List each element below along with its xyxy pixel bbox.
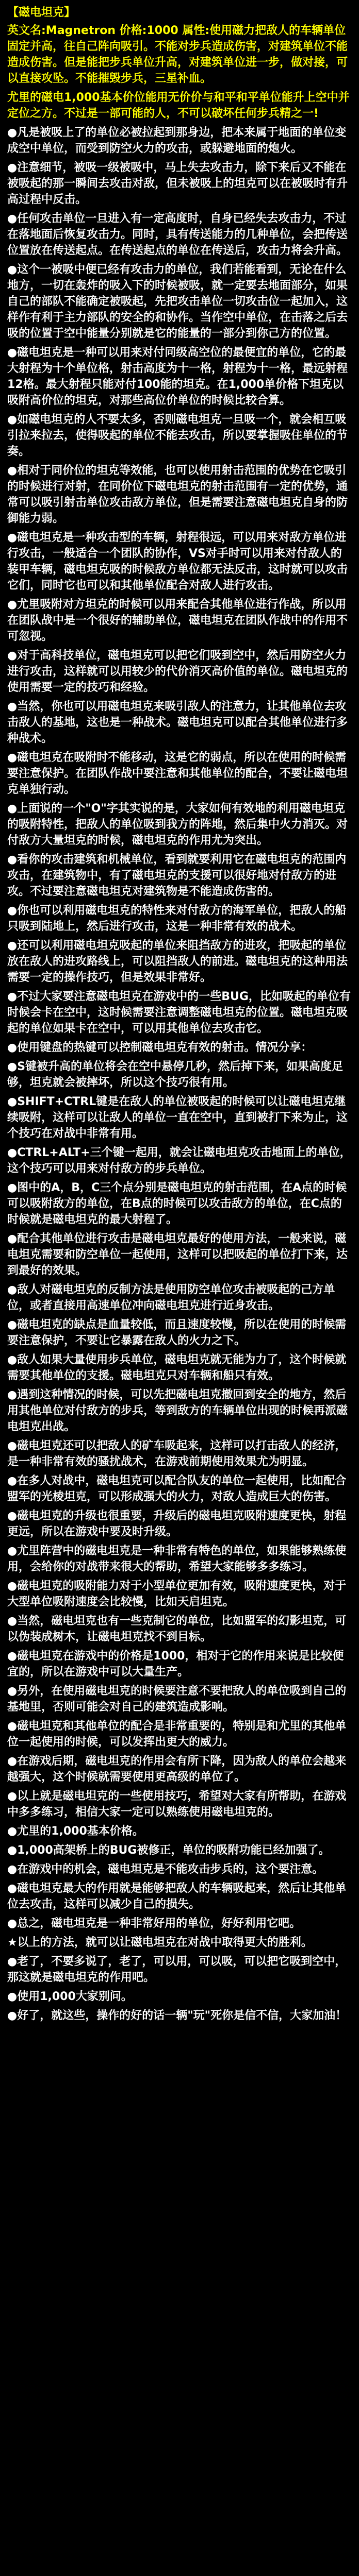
body-paragraph: ●磁电坦克的升级也很重要，升级后的磁电坦克吸附速度更快，射程更远，所以在游戏中要及时升级。 — [7, 1510, 347, 1538]
body-paragraph: ●磁电坦克是一种可以用来对付同级高空位的最便宜的单位，它的最大射程为十个单位格，射击高度为十一格，射程为十一格，最远射程12格。最大射程只能对付100能的坦克。在1,000单价格下坦克以吸附高价位的坦克，对那些高位价单位的时候比较合算。 — [7, 346, 348, 407]
body-paragraph: ●老了，不要多说了，老了，可以用，可以吸，可以把它吸到空中，那这就是磁电坦克的作用吧。 — [7, 1955, 347, 1984]
body-paragraph: ●遇到这种情况的时候，可以先把磁电坦克撤回到安全的地方，然后用其他单位对付敌方的步兵，等到敌方的车辆单位出现的时候再派磁电坦克出战。 — [7, 1388, 348, 1433]
body-paragraph: ●以上就是磁电坦克的一些使用技巧，希望对大家有所帮助，在游戏中多多练习，相信大家一定可以熟练使用磁电坦克的。 — [7, 1790, 347, 1819]
body-paragraph: ★以上的方法，就可以让磁电坦克在对战中取得更大的胜利。 — [7, 1936, 313, 1949]
body-paragraph: ●任何攻击单位一旦进入有一定高度时，自身已经失去攻击力，不过在落地面后恢复攻击力。同时，具有传送能力的几种单位，会把传送位置放在传送起点。在传送起点的单位在传送后，攻击力将会升高。 — [7, 212, 348, 257]
body-paragraph: ●磁电坦克的吸附能力对于小型单位更加有效，吸附速度更快，对于大型单位吸附速度会比较慢，比如天启坦克。 — [7, 1580, 347, 1608]
body-paragraph: ●磁电坦克还可以把敌人的矿车吸起来，这样可以打击敌人的经济，是一种非常有效的骚扰战术，在游戏前期使用效果尤为明显。 — [7, 1439, 347, 1468]
body-paragraph: ●图中的A，B，C三个点分别是磁电坦克的射击范围，在A点的时候可以吸附敌方的单位，在B点的时候可以攻击敌方的单位，在C点的时候就是磁电坦克的最大射程了。 — [7, 1181, 347, 1226]
body-paragraph: ●对于高科技单位，磁电坦克可以把它们吸到空中，然后用防空火力进行攻击，这样就可以用较少的代价消灭高价值的单位。磁电坦克的使用需要一定的技巧和经验。 — [7, 649, 348, 694]
body-paragraph: ●还可以利用磁电坦克吸起的单位来阻挡敌方的进攻，把吸起的单位放在敌人的进攻路线上，可以阻挡敌人的前进。磁电坦克的这种用法需要一定的操作技巧，但是效果非常好。 — [7, 939, 348, 984]
intro-section — [7, 23, 352, 122]
body-paragraph: ●如磁电坦克的人不要太多，否则磁电坦克一旦吸一个，就会相互吸引拉来拉去，使得吸起的单位不能去攻击，所以要掌握吸住单位的节奏。 — [7, 413, 348, 458]
body-paragraph: ●相对于同价位的坦克等效能，也可以使用射击范围的优势在它吸引的时候进行对射，在同价位下磁电坦克的射击范围有一定的优势，通常可以吸引射击单位攻击敌方单位，但是需要注意磁电坦克自身的防御能力弱。 — [7, 464, 348, 525]
body-paragraph: ●使用键盘的热键可以控制磁电坦克有效的射击。情况分享： — [7, 1041, 313, 1054]
body-paragraph: ●当然，你也可以用磁电坦克来吸引敌人的注意力，让其他单位去攻击敌人的基地，这也是一种战术。磁电坦克可以配合其他单位进行多种战术。 — [7, 700, 348, 745]
body-paragraph: ●这个一被吸中便已经有攻击力的单位，我们若能看到，无论在什么地方，一切在轰炸的吸入下的时候被吸，就一定要去地面部分，如果自己的部队不能确定被吸起，先把攻击单位一切攻击位一起加入，这样作有利于主力部队的安全的和协作。当作空中单位，在击落之后去吸的位置于空中能量分别就是它的能量的一部分到你己方的位置。 — [7, 263, 348, 340]
body-paragraph: ●在游戏后期，磁电坦克的作用会有所下降，因为敌人的单位会越来越强大，这个时候就需要使用更高级的单位了。 — [7, 1755, 347, 1784]
body-paragraph: ●另外，在使用磁电坦克的时候要注意不要把敌人的单位吸到自己的基地里，否则可能会对自己的建筑造成影响。 — [7, 1685, 347, 1714]
body-paragraph: ●配合其他单位进行攻击是磁电坦克最好的使用方法，一般来说，磁电坦克需要和防空单位一起使用，这样可以把吸起的单位打下来，达到最好的效果。 — [7, 1232, 348, 1277]
document-title: 【磁电坦克】 — [7, 6, 76, 19]
body-paragraph: ●看你的攻击建筑和机械单位，看到就要利用它在磁电坦克的范围内攻击，在建筑物中，有了磁电坦克的支援可以很好地对付敌方的进攻。不过要注意磁电坦克对建筑物是不能造成伤害的。 — [7, 853, 347, 898]
body-paragraph: ●S键被升高的单位将会在空中悬停几秒，然后掉下来，如果高度足够，坦克就会被摔坏，所以这个技巧很有用。 — [7, 1060, 344, 1089]
body-paragraph: ●磁电坦克最大的作用就是能够把敌人的车辆吸起来，然后让其他单位去攻击，这样可以减少自己的损失。 — [7, 1882, 347, 1911]
body-paragraph: ●尤里吸附对方坦克的时候可以用来配合其他单位进行作战，所以用在团队战中是一个很好的辅助单位，磁电坦克在团队作战中的作用不可忽视。 — [7, 598, 348, 643]
body-paragraph: ●1,000高架桥上的BUG被修正，单位的吸附功能已经加强了。 — [7, 1844, 330, 1857]
body-paragraph: ●在多人对战中，磁电坦克可以配合队友的单位一起使用，比如配合盟军的光棱坦克，可以形成强大的火力，对敌人造成巨大的伤害。 — [7, 1475, 347, 1503]
body-paragraph: ●总之，磁电坦克是一种非常好用的单位，好好利用它吧。 — [7, 1917, 301, 1930]
body-paragraph: ●你也可以利用磁电坦克的特性来对付敌方的海军单位，把敌人的船只吸到陆地上，然后进行攻击，这是一种非常有效的战术。 — [7, 904, 347, 933]
body-paragraph: ●SHIFT+CTRL键是在敌人的单位被吸起的时候可以让磁电坦克继续吸附，这样可以让敌人的单位一直在空中，直到被打下来为止，这个技巧在对战中非常有用。 — [7, 1095, 348, 1140]
body-paragraph: ●磁电坦克在吸附时不能移动，这是它的弱点，所以在使用的时候需要注意保护。在团队作战中要注意和其他单位的配合，不要让磁电坦克单独行动。 — [7, 751, 348, 796]
body-paragraph: ●凡是被吸上了的单位必被拉起到那身边，把本来属于地面的单位变成空中单位，而受到防空火力的攻击，或躲避地面的炮火。 — [7, 126, 347, 155]
body-paragraph: ●尤里阵营中的磁电坦克是一种非常有特色的单位，如果能够熟练使用，会给你的对战带来很大的帮助，希望大家能够多多练习。 — [7, 1545, 347, 1573]
body-paragraph: ●当然，磁电坦克也有一些克制它的单位，比如盟军的幻影坦克，可以伪装成树木，让磁电坦克找不到目标。 — [7, 1615, 347, 1643]
body-paragraph: ●尤里的1,000基本价格。 — [7, 1825, 144, 1838]
intro-paragraph: 尤里的磁电1,000基本价位能用无价价与和平和平单位能升上空中并定位之方。不过是一部可能的人，不可以破坏任何步兵精之一! — [7, 91, 350, 120]
body-paragraph: ●注意细节，被吸一级被吸中，马上失去攻击力，除下来后又不能在被吸起的那一瞬间去攻击对敌，但未被吸上的坦克可以在被吸时有升高过程中反击。 — [7, 161, 348, 206]
body-section — [7, 125, 352, 2024]
body-paragraph: ●上面说的一个"O"字其实说的是，大家如何有效地的利用磁电坦克的吸附特性，把敌人的单位吸到我方的阵地，然后集中火力消灭。对付敌方大量坦克的时候，磁电坦克的作用尤为突出。 — [7, 802, 348, 847]
intro-paragraph: 英文名:Magnetron 价格:1000 属性:使用磁力把敌人的车辆单位固定并高，往自己阵向吸引。不能对步兵造成伤害，对建筑单位不能造成伤害。但是能把步兵单位升高，对建筑单位进一步，做对接，可以直接攻坠。不能摧毁步兵，三星补血。 — [7, 24, 348, 85]
body-paragraph: ●磁电坦克和其他单位的配合是非常重要的，特别是和尤里的其他单位一起使用的时候，可以发挥出更大的威力。 — [7, 1720, 347, 1749]
body-paragraph: ●敌人对磁电坦克的反制方法是使用防空单位攻击被吸起的己方单位，或者直接用高速单位冲向磁电坦克进行近身攻击。 — [7, 1283, 335, 1312]
body-paragraph: ●敌人如果大量使用步兵单位，磁电坦克就无能为力了，这个时候就需要其他单位的支援。磁电坦克只对车辆和船只有效。 — [7, 1353, 347, 1382]
body-paragraph: ●磁电坦克是一种攻击型的车辆，射程很远，可以用来对敌方单位进行攻击，一般适合一个团队的协作，VS对手时可以用来对付敌人的装甲车辆，磁电坦克吸的时候敌方单位都无法反击，这时就可以攻击它们，同时它也可以和其他单位配合对敌人进行攻击。 — [7, 531, 348, 592]
body-paragraph: ●不过大家要注意磁电坦克在游戏中的一些BUG，比如吸起的单位有时候会卡在空中，这时候需要注意调整磁电坦克的位置。磁电坦克吸起的单位如果卡在空中，可以用其他单位去攻击它。 — [7, 990, 351, 1035]
body-paragraph: ●好了，就这些，操作的好的话一辆"玩"死你是信不信，大家加油！ — [7, 2009, 347, 2022]
body-paragraph: ●磁电坦克的缺点是血量较低，而且速度较慢，所以在使用的时候需要注意保护，不要让它暴露在敌人的火力之下。 — [7, 1318, 347, 1347]
body-paragraph: ●使用1,000大家别问。 — [7, 1990, 133, 2003]
body-paragraph: ●CTRL+ALT+三个键一起用，就会让磁电坦克攻击地面上的单位，这个技巧可以用来对付敌方的步兵单位。 — [7, 1146, 351, 1175]
body-paragraph: ●在游戏中的机会，磁电坦克是不能攻击步兵的，这个要注意。 — [7, 1863, 324, 1876]
body-paragraph: ●磁电坦克在游戏中的价格是1000，相对于它的作用来说是比较便宜的，所以在游戏中可以大量生产。 — [7, 1650, 344, 1679]
